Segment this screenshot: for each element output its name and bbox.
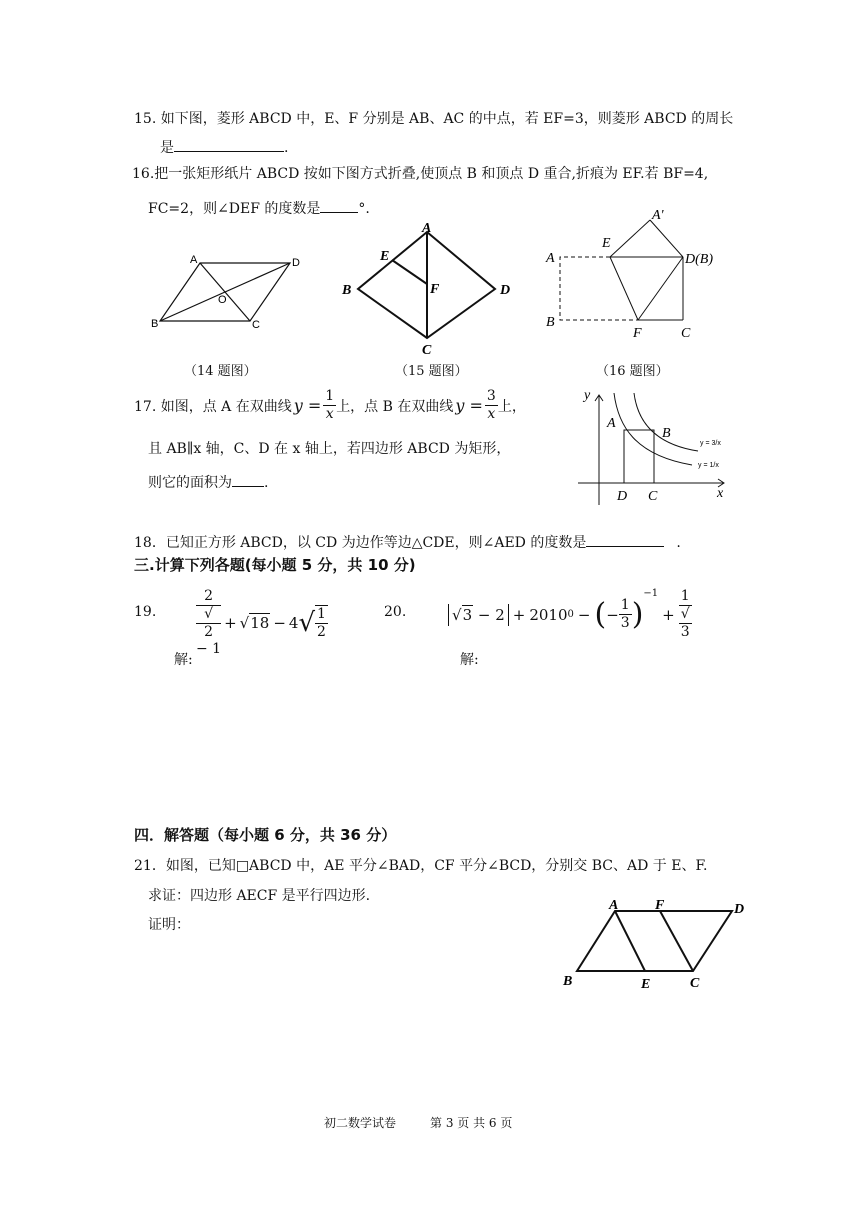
fig17-label-A: A <box>607 416 616 431</box>
q16-line2: FC=2，则∠DEF 的度数是 °. <box>148 198 370 218</box>
fig15-label-D: D <box>500 283 511 298</box>
figure-16 <box>540 205 730 345</box>
q18-blank[interactable] <box>586 532 664 547</box>
fig14-label-D: D <box>292 257 300 269</box>
fig17-label-D: D <box>617 489 628 504</box>
q19-solve-label: 解: <box>174 652 193 668</box>
q21-line2: 求证：四边形 AECF 是平行四边形. <box>148 888 371 904</box>
q19-number: 19. <box>134 604 157 620</box>
fig16-label-B: B <box>546 315 555 330</box>
fig15-label-A: A <box>422 221 432 236</box>
fig21-label-C: C <box>690 976 700 991</box>
fig17-label-B: B <box>662 426 671 441</box>
fig14-label-C: C <box>252 319 260 331</box>
q17-line2: 且 AB∥x 轴，C、D 在 x 轴上，若四边形 ABCD 为矩形， <box>148 441 511 457</box>
fig15-label-F: F <box>430 282 440 297</box>
fig17-curve3-label: y = 3/x <box>700 440 721 447</box>
q17-line3: 则它的面积为 . <box>148 472 268 492</box>
fig16-label-C: C <box>681 326 691 341</box>
figure-21 <box>560 895 760 995</box>
figure-14 <box>150 250 310 335</box>
q21-line3: 证明： <box>148 917 190 933</box>
fig14-caption: （14 题图） <box>184 364 257 379</box>
fig16-label-DB: D(B) <box>685 252 713 267</box>
fig16-label-A: A <box>546 251 555 266</box>
fig21-label-D: D <box>734 902 745 917</box>
q21-line1: 21．如图，已知□ABCD 中，AE 平分∠BAD，CF 平分∠BCD，分别交 BC、AD 于 E、F. <box>134 858 708 874</box>
q17-blank[interactable] <box>232 472 264 487</box>
fig14-label-O: O <box>218 294 227 306</box>
q17-line1: 17. 如图，点 A 在双曲线 y = $\frac{1}{x}$ 上，点 B 在双曲线 y = $\frac{3}{x}$ 上， <box>134 388 526 422</box>
q18-line: 18．已知正方形 ABCD，以 CD 为边作等边△CDE，则∠AED 的度数是 . <box>134 532 681 552</box>
fig16-label-F: F <box>633 326 642 341</box>
figure-17 <box>574 385 734 510</box>
fig21-label-B: B <box>563 974 573 989</box>
q19-expression: 2 √ 2 − 1 + √18 − 4 √ $\frac{1}{2}$ <box>196 588 326 657</box>
fig17-label-C: C <box>648 489 658 504</box>
fig15-label-C: C <box>422 343 432 358</box>
footer-title: 初二数学试卷 <box>324 1116 397 1130</box>
fig17-curve1-label: y = 1/x <box>698 462 719 469</box>
fig14-label-B: B <box>151 318 159 330</box>
fig15-label-B: B <box>342 283 352 298</box>
q20-number: 20. <box>384 604 407 620</box>
q16-blank[interactable] <box>320 198 358 213</box>
fig21-label-F: F <box>655 898 665 913</box>
fig17-label-y: y <box>584 388 591 403</box>
q20-solve-label: 解: <box>460 652 479 668</box>
fig16-label-A2: A' <box>652 208 664 223</box>
fig21-label-A: A <box>609 898 619 913</box>
q16-line1: 16.把一张矩形纸片 ABCD 按如下图方式折叠,使顶点 B 和顶点 D 重合,折痕为 EF.若 BF=4, <box>132 166 709 182</box>
section-3-heading: 三.计算下列各题(每小题 5 分，共 10 分) <box>134 556 416 574</box>
q15-line1: 15. 如下图，菱形 ABCD 中，E、F 分别是 AB、AC 的中点，若 EF=3，则菱形 ABCD 的周长 <box>134 111 734 127</box>
fig21-label-E: E <box>641 977 651 992</box>
fig15-label-E: E <box>380 249 390 264</box>
fig14-label-A: A <box>190 254 198 266</box>
q20-expression: √3 − 2 + 2010 0 − ( − $\frac{1}{3}$ ) $^{-1}$ + 1 √ 3 <box>448 588 692 641</box>
q15-line2: 是 . <box>160 137 288 157</box>
fig17-label-x: x <box>717 486 724 501</box>
q15-blank[interactable] <box>174 137 284 152</box>
figure-15 <box>340 222 520 357</box>
section-4-heading: 四．解答题（每小题 6 分，共 36 分） <box>134 826 397 844</box>
footer-page: 第 3 页 共 6 页 <box>430 1116 513 1130</box>
fig16-caption: （16 题图） <box>596 364 669 379</box>
fig15-caption: （15 题图） <box>395 364 468 379</box>
fig16-label-E: E <box>602 236 611 251</box>
